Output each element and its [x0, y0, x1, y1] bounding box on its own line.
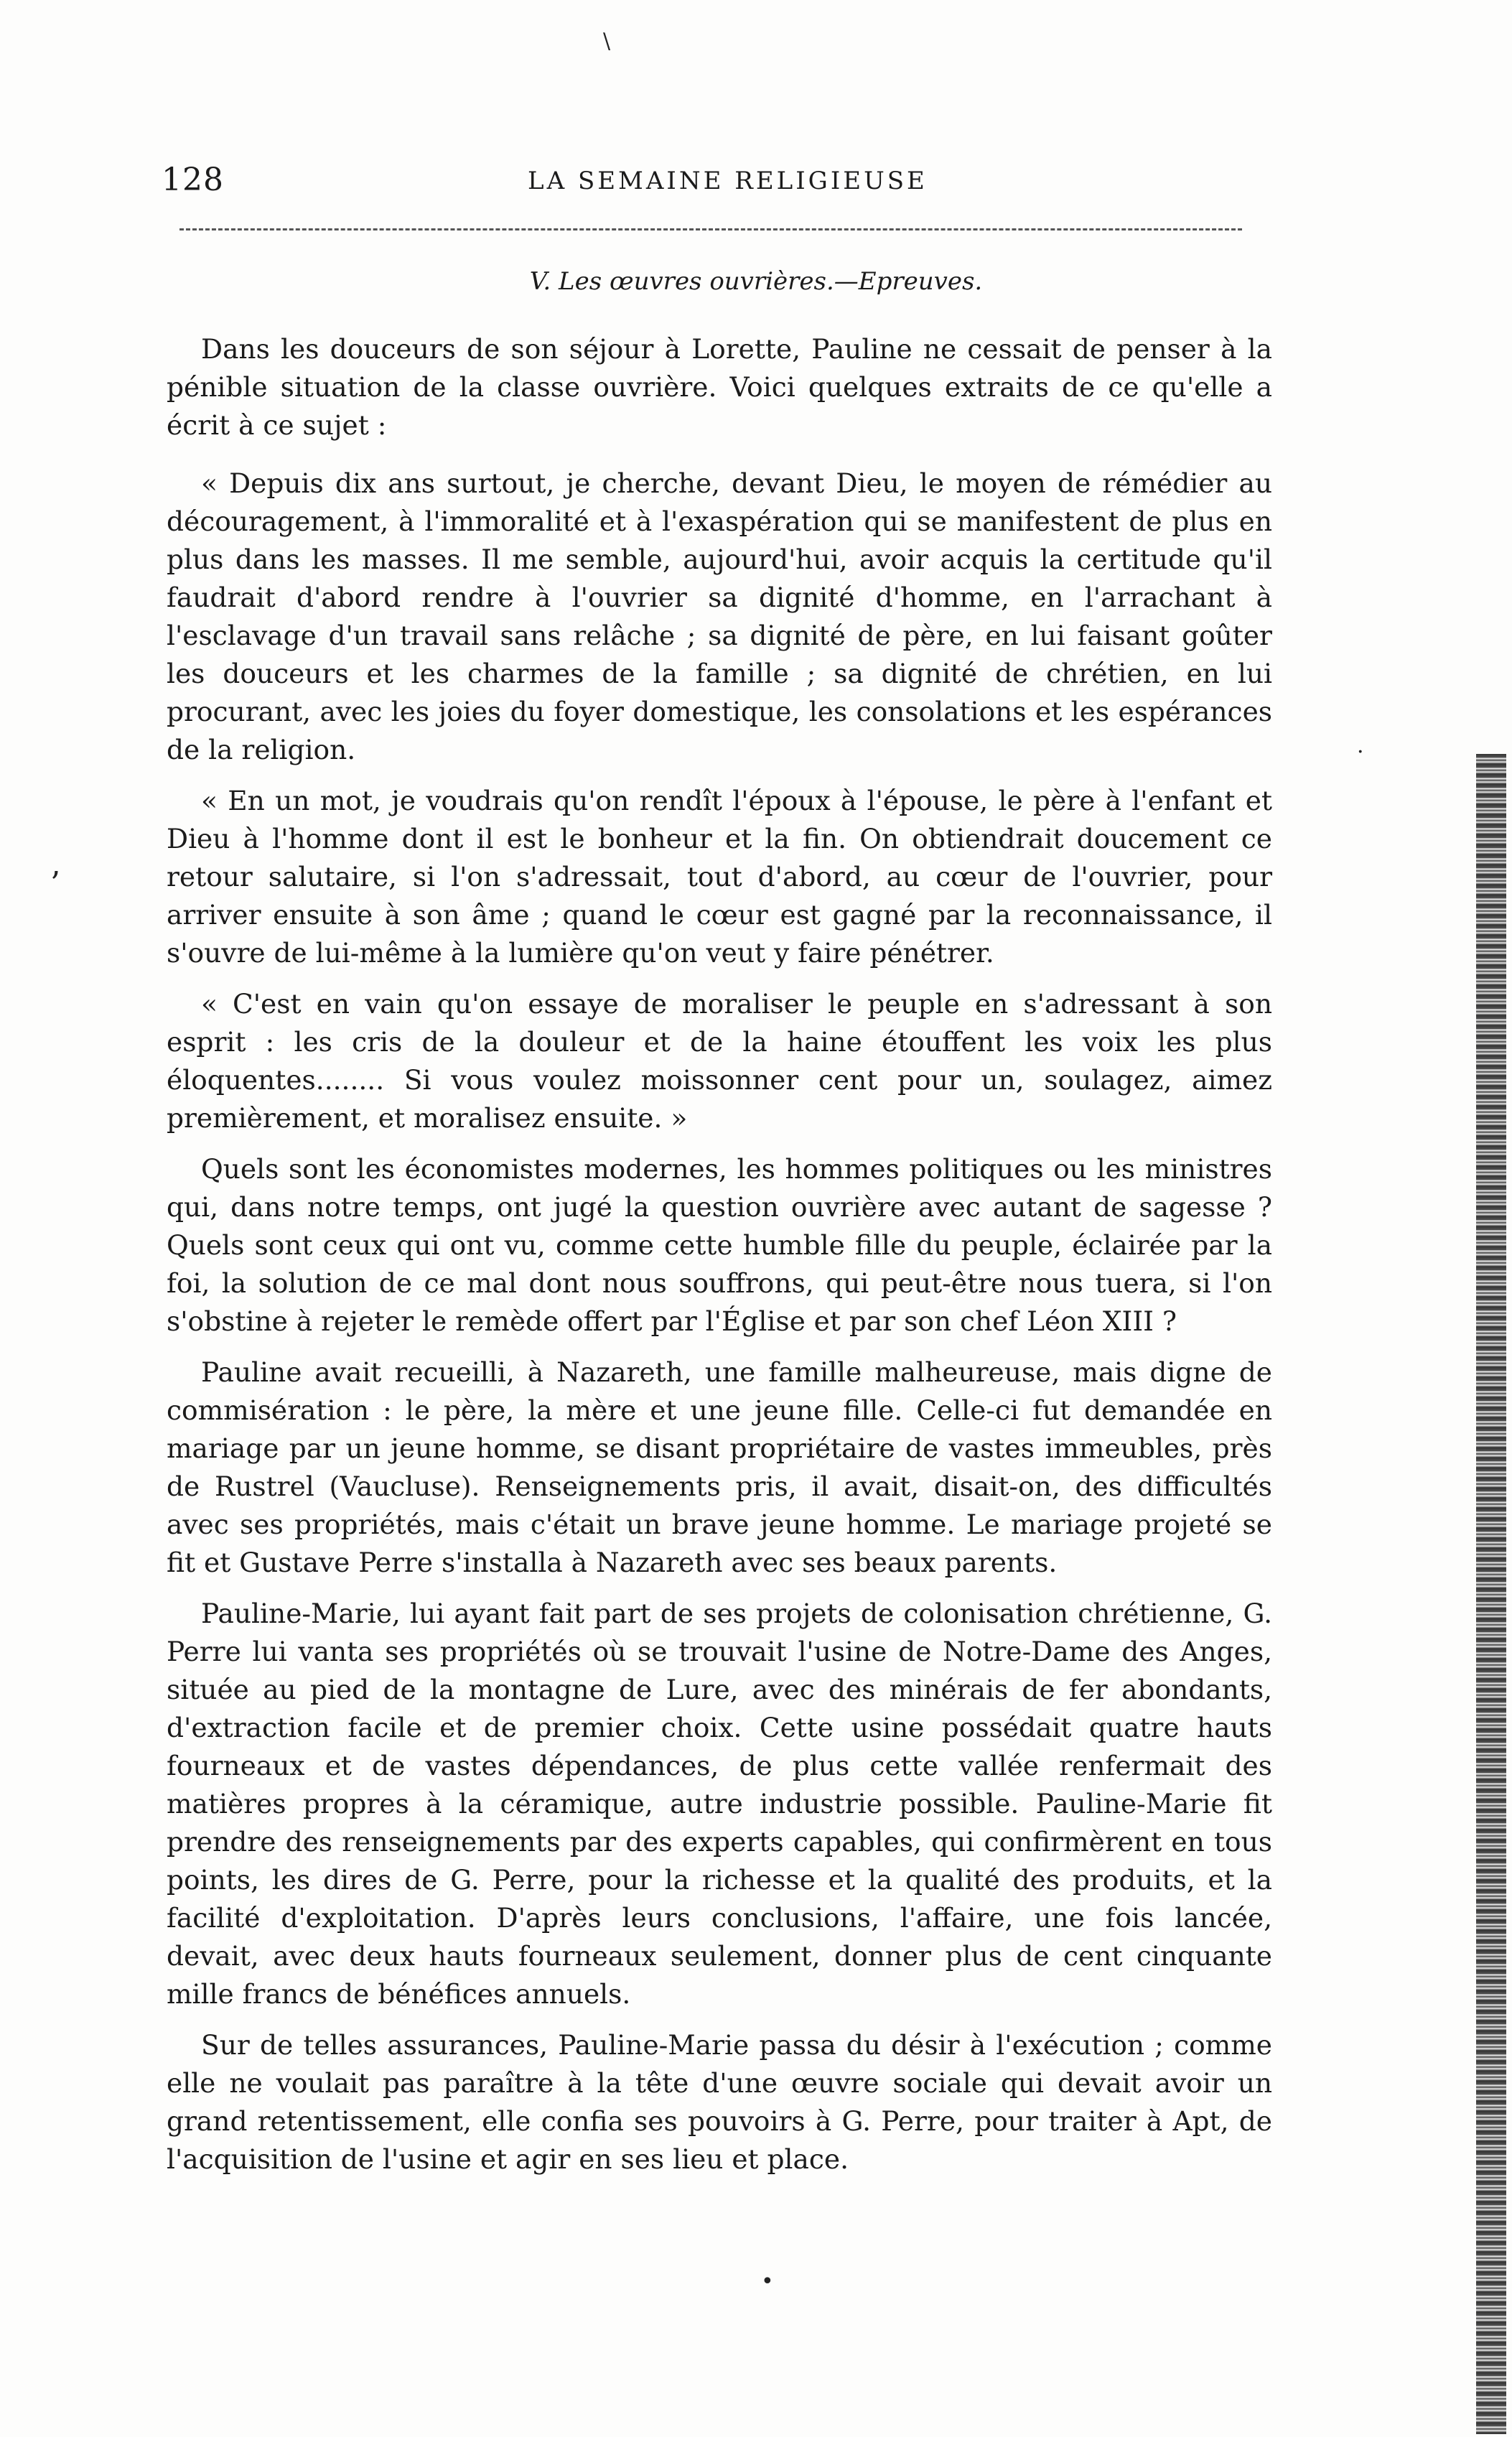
header-rule	[179, 228, 1242, 230]
paragraph: « Depuis dix ans surtout, je cherche, devant Dieu, le moyen de rémédier au découragement, à l'immoralité et à l'exaspération qui se manifestent de plus en plus dans les masses. Il me semble, aujourd'hui, avoir acquis la certitude qu'il faudrait d'abord rendre à l'ouvrier sa dignité d'homme, en l'arrachant à l'esclavage d'un travail sans relâche ; sa dignité de père, en lui faisant goûter les douceurs et les charmes de la famille ; sa dignité de chrétien, en lui procurant, avec les joies du foyer domestique, les consolations et les espérances de la religion.	[167, 467, 1272, 765]
body-text	[167, 330, 1272, 2191]
section-title: V. Les œuvres ouvrières.—Epreuves.	[529, 267, 983, 296]
scan-artifact-mark: ’	[50, 865, 60, 902]
scan-artifact-mark: ·	[1357, 740, 1364, 765]
paragraph: Dans les douceurs de son séjour à Lorette, Pauline ne cessait de penser à la pénible situation de la classe ouvrière. Voici quelques extraits de ce qu'elle a écrit à ce sujet :	[167, 333, 1272, 441]
paragraph: Pauline avait recueilli, à Nazareth, une famille malheureuse, mais digne de commisération : le père, la mère et une jeune fille. Celle-ci fut demandée en mariage par un jeune homme, se disant propriétaire de vastes immeubles, près de Rustrel (Vaucluse). Renseignements pris, il avait, disait-on, des difficultés avec ses propriétés, mais c'était un brave jeune homme. Le mariage projeté se fit et Gustave Perre s'installa à Nazareth avec ses beaux parents.	[167, 1356, 1272, 1578]
scan-artifact-mark: •	[761, 2269, 774, 2294]
paragraph: « En un mot, je voudrais qu'on rendît l'époux à l'épouse, le père à l'enfant et Dieu à l'homme dont il est le bonheur et la fin. On obtiendrait doucement ce retour salutaire, si l'on s'adressait, tout d'abord, au cœur de l'ouvrier, pour arriver ensuite à son âme ; quand le cœur est gagné par la reconnaissance, il s'ouvre de lui-même à la lumière qu'on veut y faire pénétrer.	[167, 785, 1272, 969]
paragraph: Pauline-Marie, lui ayant fait part de ses projets de colonisation chrétienne, G. Perre lui vanta ses propriétés où se trouvait l'usine de Notre-Dame des Anges, située au pied de la montagne de Lure, avec des minérais de fer abondants, d'extraction facile et de premier choix. Cette usine possédait quatre hauts fourneaux et de vastes dépendances, de plus cette vallée renfermait des matières propres à la céramique, autre industrie possible. Pauline-Marie fit prendre des renseignements par des experts capables, qui confirmèrent en tous points, les dires de G. Perre, pour la richesse et la qualité des produits, et la facilité d'exploitation. D'après leurs conclusions, l'affaire, une fois lancée, devait, avec deux hauts fourneaux seulement, donner plus de cent cinquante mille francs de bénéfices annuels.	[167, 1598, 1272, 2010]
page-number: 128	[162, 162, 224, 198]
paragraph: Quels sont les économistes modernes, les hommes politiques ou les ministres qui, dans notre temps, ont jugé la question ouvrière avec autant de sagesse ? Quels sont ceux qui ont vu, comme cette humble fille du peuple, éclairée par la foi, la solution de ce mal dont nous souffrons, qui peut-être nous tuera, si l'on s'obstine à rejeter le remède offert par l'Église et par son chef Léon XIII ?	[167, 1153, 1272, 1337]
paragraph: Sur de telles assurances, Pauline-Marie passa du désir à l'exécution ; comme elle ne voulait pas paraître à la tête d'une œuvre sociale qui devait avoir un grand retentissement, elle confia ses pouvoirs à G. Perre, pour traiter à Apt, de l'acquisition de l'usine et agir en ses lieu et place.	[167, 2029, 1272, 2175]
scan-edge-artifact	[1476, 754, 1506, 2434]
running-head: LA SEMAINE RELIGIEUSE	[528, 167, 928, 195]
scan-artifact-mark: \	[603, 29, 611, 54]
paragraph: « C'est en vain qu'on essaye de moraliser le peuple en s'adressant à son esprit : les cris de la douleur et de la haine étouffent les voix les plus éloquentes........ Si vous voulez moissonner cent pour un, soulagez, aimez premièrement, et moralisez ensuite. »	[167, 988, 1272, 1134]
